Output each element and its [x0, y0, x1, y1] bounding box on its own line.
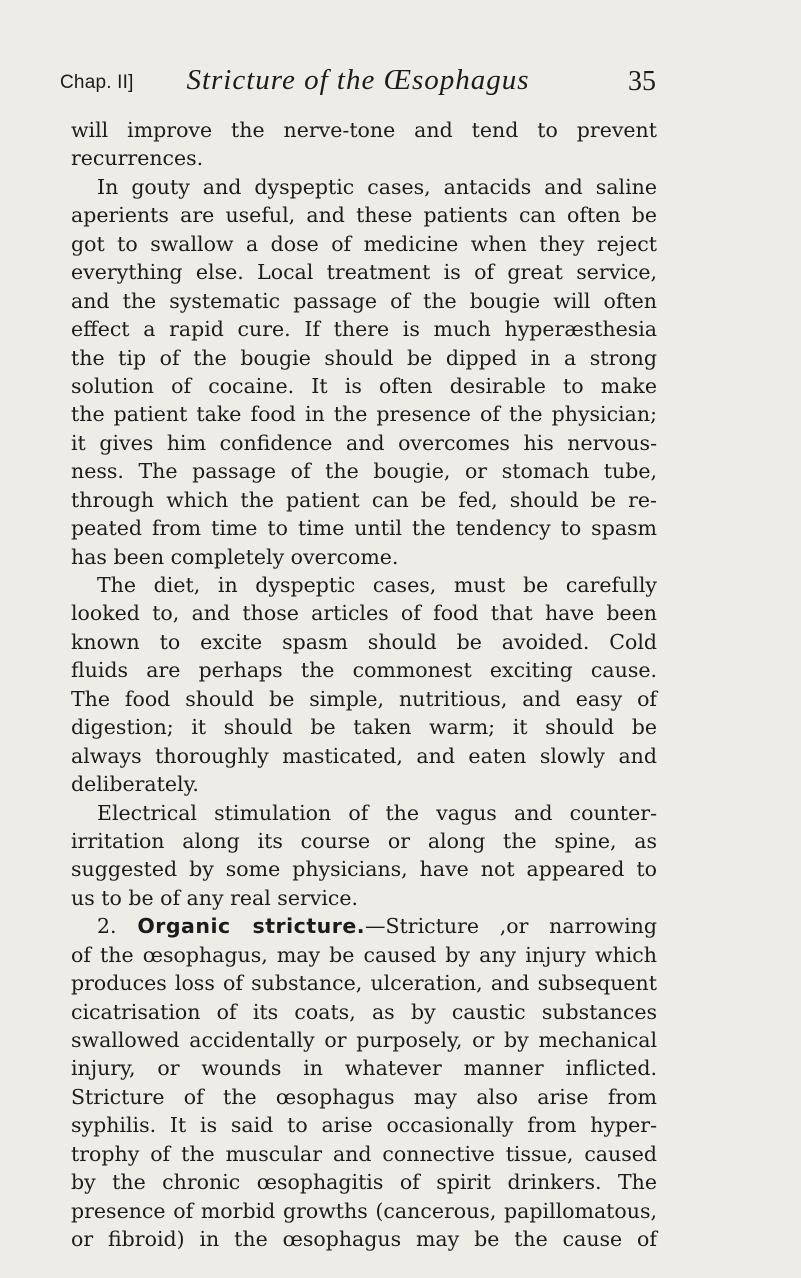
text-line: the tip of the bougie should be dipped in a strong [71, 345, 657, 370]
text-line: solution of cocaine. It is often desirable to make [71, 373, 657, 398]
text-line: digestion; it should be taken warm; it should be [71, 715, 657, 740]
text-line: through which the patient can be fed, should be re- [71, 487, 657, 512]
text-line: produces loss of substance, ulceration, and subsequent [71, 971, 657, 996]
text-line: recurrences. [71, 146, 204, 171]
text-line: deliberately. [71, 772, 199, 797]
text-line: trophy of the muscular and connective tissue, caused [71, 1141, 657, 1166]
text-line: peated from time to time until the tendency to spasm [71, 516, 657, 541]
running-title: Stricture of the Œsophagus [186, 64, 530, 96]
section-heading-line [71, 912, 657, 940]
body-text [71, 116, 657, 1254]
text-line: irritation along its course or along the spine, as [71, 828, 657, 853]
section-heading: Organic stricture. [137, 914, 366, 939]
text-line: aperients are useful, and these patients can often be [71, 203, 657, 228]
text-line: got to swallow a dose of medicine when they reject [71, 231, 657, 256]
text-line: or fibroid) in the œsophagus may be the cause of [71, 1227, 657, 1252]
text-line: us to be of any real service. [71, 885, 359, 910]
text-line: ness. The passage of the bougie, or stomach tube, [71, 459, 657, 484]
text-line: Stricture of the œsophagus may also arise from [71, 1084, 657, 1109]
text-line: it gives him confidence and overcomes his nervous- [71, 430, 657, 455]
text-line: In gouty and dyspeptic cases, antacids and saline [97, 174, 657, 199]
text-line: injury, or wounds in whatever manner inflicted. [71, 1056, 657, 1081]
text-line: suggested by some physicians, have not appeared to [71, 857, 657, 882]
section-number: 2. [97, 914, 117, 939]
text-line: the patient take food in the presence of the physician; [71, 402, 657, 427]
text-line: has been completely overcome. [71, 544, 399, 569]
text-line: syphilis. It is said to arise occasionally from hyper- [71, 1113, 657, 1138]
text-line: and the systematic passage of the bougie will often [71, 288, 657, 313]
text-line: Electrical stimulation of the vagus and counter- [97, 800, 657, 825]
running-head [60, 60, 656, 104]
text-line: everything else. Local treatment is of great service, [71, 260, 657, 285]
chapter-label: Chap. II] [60, 72, 134, 93]
text-line: cicatrisation of its coats, as by caustic substances [71, 999, 657, 1024]
text-line: The food should be simple, nutritious, and easy of [71, 686, 657, 711]
text-line: swallowed accidentally or purposely, or by mechanical [71, 1028, 657, 1052]
text-line: of the œsophagus, may be caused by any injury which [71, 942, 657, 967]
text-line: effect a rapid cure. If there is much hyperæsthesia [71, 317, 657, 342]
text-line: looked to, and those articles of food that have been [71, 601, 657, 626]
text-line: known to excite spasm should be avoided. Cold [71, 629, 657, 654]
text-line: always thoroughly masticated, and eaten slowly and [71, 743, 657, 768]
text-line: The diet, in dyspeptic cases, must be carefully [97, 573, 657, 597]
text-line: will improve the nerve-tone and tend to prevent [71, 118, 657, 142]
page-number: 35 [628, 66, 656, 97]
text-line: fluids are perhaps the commonest exciting cause. [71, 658, 657, 683]
text-line: by the chronic œsophagitis of spirit drinkers. The [71, 1170, 657, 1195]
text-line: presence of morbid growths (cancerous, papillomatous, [71, 1198, 657, 1223]
section-heading-text: —Stricture ,or narrowing [365, 914, 657, 939]
